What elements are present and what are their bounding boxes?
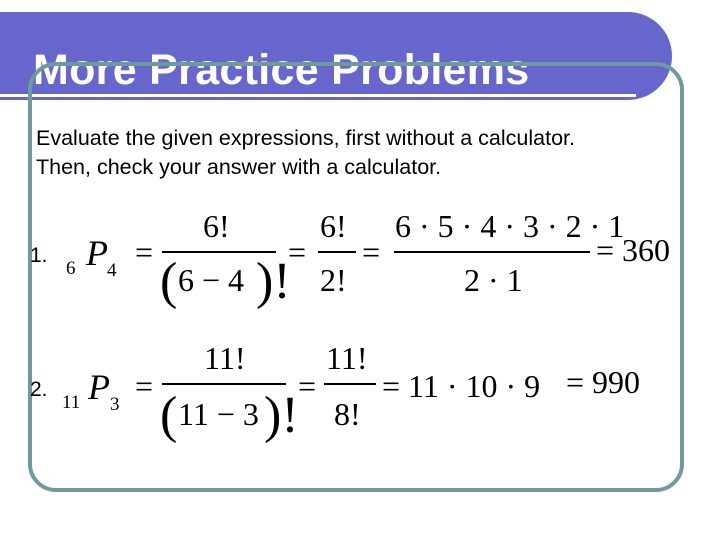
problem-1-result: = 360 <box>596 232 671 268</box>
instructions-line-1: Evaluate the given expressions, first without a calculator. <box>36 126 575 150</box>
problem-1-frac1-close-paren: )! <box>256 253 291 310</box>
problem-1-frac1-open-paren: ( <box>160 253 178 310</box>
problem-2-frac1-inner: 11 − 3 <box>178 396 259 432</box>
problem-2-frac2-denominator: 8! <box>334 396 361 432</box>
problem-2-number: 2. <box>30 378 48 401</box>
problem-1-frac2-bar <box>318 251 356 253</box>
problem-1-n: 6 <box>66 258 76 279</box>
problem-2-frac1-open-paren: ( <box>160 387 178 444</box>
problem-1-eq-3: = <box>362 234 381 270</box>
problem-2-n: 11 <box>62 392 81 413</box>
problem-1-frac3-bar <box>394 251 590 253</box>
problem-1-frac2-denominator: 2! <box>320 262 347 298</box>
problem-2-frac2-numerator: 11! <box>326 340 368 376</box>
problem-1-frac3-denominator: 2 · 1 <box>464 262 523 298</box>
problem-2-p: P <box>88 367 110 407</box>
problem-1-frac2-numerator: 6! <box>320 208 347 244</box>
problem-1-r: 4 <box>107 260 117 281</box>
problem-2-frac2-bar <box>324 383 376 385</box>
problem-1-frac3-numerator: 6 · 5 · 4 · 3 · 2 · 1 <box>395 208 625 244</box>
problem-2-result: = 990 <box>566 364 641 400</box>
problem-1-eq-1: = <box>135 234 154 270</box>
problem-1-number: 1. <box>30 244 48 267</box>
instructions <box>36 124 696 182</box>
problem-1-frac1-inner: 6 − 4 <box>178 262 245 298</box>
problem-2-frac1-close-paren: )! <box>264 387 299 444</box>
instructions-line-2: Then, check your answer with a calculator. <box>36 155 442 179</box>
slide-title: More Practice Problems <box>33 46 530 94</box>
problem-2-frac1-numerator: 11! <box>204 340 246 376</box>
problem-2-eq-2: = <box>298 368 317 404</box>
problem-2-frac1-bar <box>162 383 286 385</box>
problem-1-p: P <box>86 233 108 273</box>
problem-2-eq-1: = <box>135 368 154 404</box>
problem-2-product: = 11 · 10 · 9 <box>382 368 541 404</box>
problem-2-r: 3 <box>110 394 120 415</box>
problem-1-eq-2: = <box>288 234 307 270</box>
problem-1-frac1-numerator: 6! <box>203 208 230 244</box>
